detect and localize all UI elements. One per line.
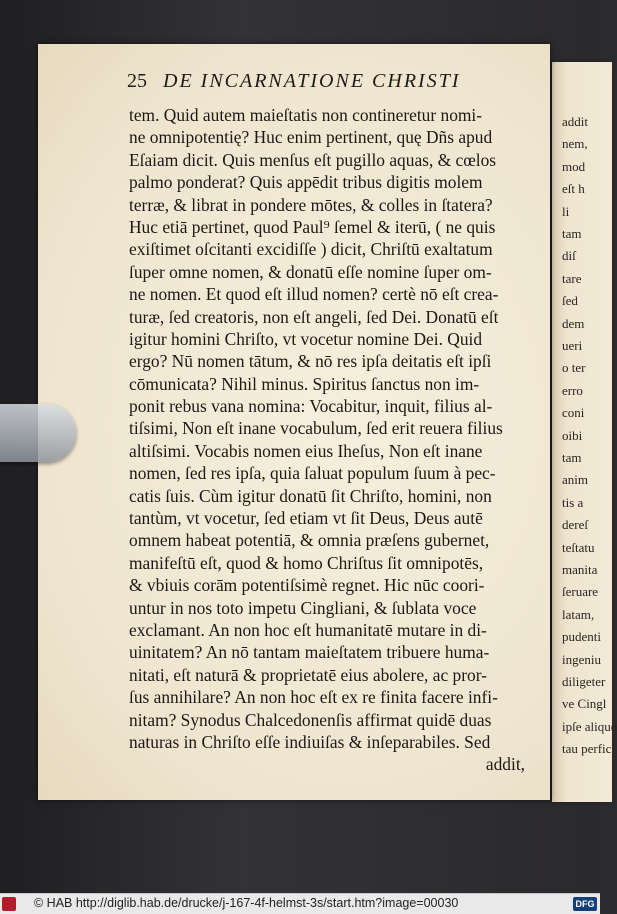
text-line: ne nomen. Et quod eſt illud nomen? certè nō eſt crea- <box>129 284 499 305</box>
text-line: naturas in Chriſto eſſe indiuiſas & inſeparabiles. Sed <box>129 731 491 752</box>
text-line: omnem habeat potentiā, & omnia præſens gubernet, <box>129 530 490 551</box>
text-line: cōmunicata? Nihil minus. Spiritus ſanctus non im- <box>129 373 480 394</box>
text-line: ſuper omne nomen, & donatū eſſe nomine ſuper om- <box>129 261 492 282</box>
text-line: tem. Quid autem maieſtatis non contineretur nomi- <box>129 105 483 125</box>
text-line: turæ, ſed creatoris, non eſt angeli, ſed Dei. Donatū eſt <box>129 306 499 327</box>
text-line: Huc etiā pertinet, quod Paul⁹ ſemel & iterū, ( ne quis <box>129 216 496 237</box>
text-line: nomen, ſed res ipſa, quia ſaluat populum ſuum à pec- <box>129 463 496 484</box>
adjacent-page-fragment: addit <box>562 114 588 129</box>
text-line: nitam? Synodus Chalcedonenſis affirmat quidē duas <box>129 709 492 730</box>
adjacent-page-fragment: tam <box>562 226 582 241</box>
adjacent-page-fragment: tam <box>562 450 582 465</box>
running-head-title: DE INCARNATIONE CHRISTI <box>163 70 461 92</box>
text-line: untur in nos toto impetu Cingliani, & ſublata voce <box>129 597 477 618</box>
adjacent-page-fragment: tis a <box>562 494 584 510</box>
text-line: igitur homini Chriſto, vt vocetur nomine Dei. Quid <box>129 328 483 349</box>
adjacent-page-fragment: mod <box>562 158 586 174</box>
adjacent-page-fragment: ve Cingl <box>562 696 607 712</box>
catchword: addit, <box>485 754 525 775</box>
page-text-block <box>129 104 529 776</box>
adjacent-page-fragment: o ter <box>562 360 586 376</box>
adjacent-page-fragment: ingeniu <box>562 651 601 667</box>
folio-number: 25 <box>127 70 147 92</box>
adjacent-page-fragment: anim <box>562 472 588 488</box>
text-line: exclamant. An non hoc eſt humanitatē mutare in di- <box>129 619 487 640</box>
text-line: altiſsimi. Vocabis nomen eius Iheſus, Non eſt inane <box>129 440 483 461</box>
adjacent-page-fragment: diligeter <box>562 674 606 689</box>
adjacent-page-fragment: diſ <box>562 248 576 264</box>
text-line: uinitatem? An nō tantam maieſtatem tribuere huma- <box>129 642 490 663</box>
adjacent-page-fragment: dereſ <box>562 517 588 533</box>
page-clamp <box>0 404 76 462</box>
text-line: ne omnipotentię? Huc enim pertinent, quę Dñs apud <box>129 127 493 148</box>
text-line: manifeſtū eſt, quod & homo Chriſtus ſit omnipotēs, <box>129 552 484 573</box>
adjacent-page-fragment: tau perfici <box>562 741 616 757</box>
text-line: nitati, eſt naturā & proprietatē eius abolere, ac pror- <box>129 664 487 685</box>
hab-logo-icon <box>2 897 16 911</box>
text-line: ergo? Nū nomen tātum, & nō res ipſa deitatis eſt ipſi <box>129 351 492 372</box>
text-line: & vbiuis corām potentiſsimè regnet. Hic nūc coori- <box>129 575 485 596</box>
dfg-logo-icon: DFG <box>573 897 597 911</box>
adjacent-page-fragment: dem <box>562 315 585 331</box>
adjacent-page-fragment: tare <box>562 270 582 286</box>
adjacent-page-fragment: li <box>562 203 570 219</box>
adjacent-page-fragment: eſt h <box>562 181 585 197</box>
adjacent-page-fragment: latam, <box>562 606 595 622</box>
text-line: ponit rebus vana nomina: Vocabitur, inquit, filius al- <box>129 396 493 417</box>
text-line: exiſtimet oſcitanti excidiſſe ) dicit, Chriſtū exaltatum <box>129 239 493 260</box>
copyright-link[interactable]: © HAB http://diglib.hab.de/drucke/j-167-4f-helmst-3s/start.htm?image=00030 <box>34 896 459 910</box>
text-line: Eſaiam dicit. Quis menſus eſt pugillo aquas, & cœlos <box>129 149 497 170</box>
text-line: terræ, & librat in pondere mōtes, & colles in ſtatera? <box>129 194 493 215</box>
running-head <box>127 70 527 96</box>
adjacent-page-fragment: manita <box>562 562 598 577</box>
footer-bar <box>0 893 600 914</box>
adjacent-page-fragment: teſtatu <box>562 539 595 555</box>
adjacent-page-fragment: nem, <box>562 136 588 152</box>
adjacent-page-fragment: ſeruare <box>562 584 599 600</box>
text-line: catis ſuis. Cùm igitur donatū ſit Chriſto, homini, non <box>129 485 492 506</box>
adjacent-page-fragment: ueri <box>562 338 583 353</box>
adjacent-page-fragment: coni <box>562 405 585 421</box>
text-line: ſus annihilare? An non hoc eſt ex re finita facere infi- <box>129 687 498 708</box>
adjacent-page-fragment: oibi <box>562 427 583 443</box>
text-line: tantùm, vt vocetur, ſed etiam vt ſit Deus, Deus autē <box>129 508 483 529</box>
adjacent-page-edge <box>552 62 617 802</box>
adjacent-page-fragment: pudenti <box>562 629 601 645</box>
adjacent-page-fragment: ſed <box>562 293 578 309</box>
text-line: palmo ponderat? Quis appēdit tribus digitis molem <box>129 172 483 193</box>
adjacent-page-fragment: ipſe aliquo <box>562 718 617 734</box>
adjacent-page-fragment: erro <box>562 382 583 398</box>
text-line: tiſsimi, Non eſt inane vocabulum, ſed erit reuera filius <box>129 418 503 439</box>
